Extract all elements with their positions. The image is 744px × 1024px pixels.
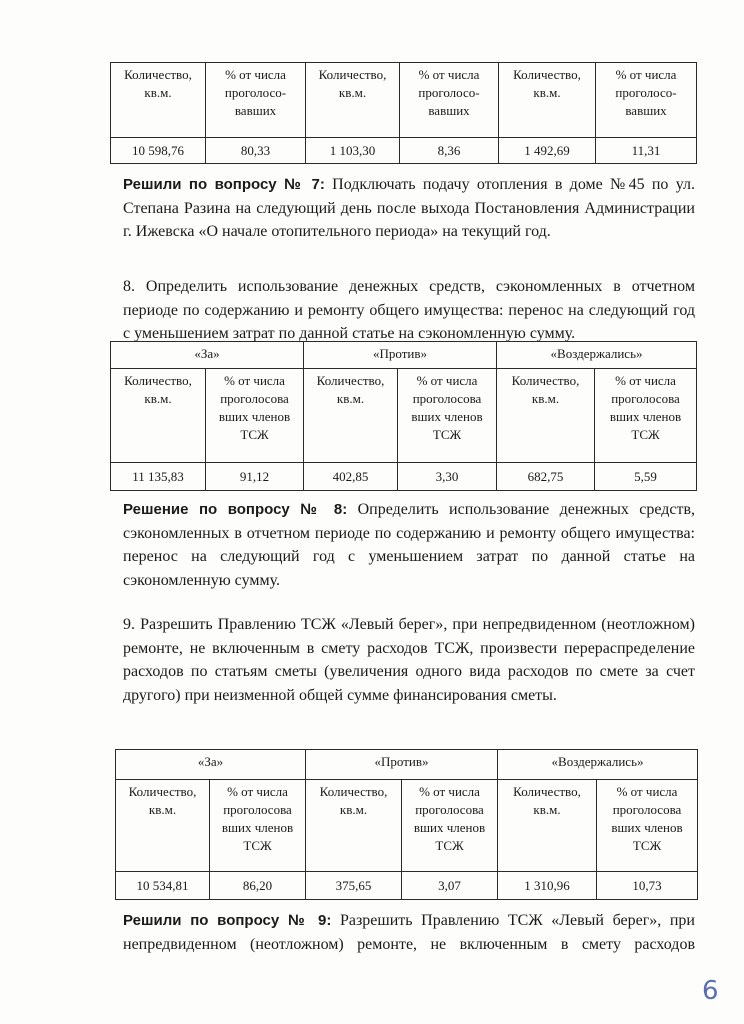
header-area-against: Количество, кв.м.: [306, 780, 402, 872]
value-percent-abstain: 11,31: [596, 138, 697, 164]
group-for: «За»: [116, 750, 306, 780]
header-area-for: Количество, кв.м.: [116, 780, 210, 872]
value-percent-for: 80,33: [206, 138, 306, 164]
value-area-against: 1 103,30: [306, 138, 400, 164]
item-8: [123, 275, 695, 346]
header-area-abstain: Количество, кв.м.: [498, 780, 597, 872]
header-percent-against: % от числа проголосо-вавших: [400, 63, 499, 138]
group-abstain: «Воздержались»: [498, 750, 698, 780]
value-percent-abstain: 10,73: [597, 872, 698, 900]
vote-table-8: [110, 341, 697, 491]
header-area-against: Количество, кв.м.: [306, 63, 400, 138]
decision-9: [123, 909, 695, 956]
vote-table-7: [110, 62, 697, 164]
value-percent-abstain: 5,59: [595, 463, 697, 491]
group-against: «Против»: [306, 750, 498, 780]
group-for: «За»: [111, 342, 304, 369]
header-percent-for: % от числа проголосова вших членов ТСЖ: [206, 369, 304, 463]
decision-8-heading: Решение по вопросу № 8:: [123, 501, 348, 518]
group-abstain: «Воздержались»: [497, 342, 697, 369]
decision-7-text: Подключать подачу отопления в доме №45 по ул. Степана Разина на следующий день после выхода Постановления Администрации г. Ижевска «О начале отопительного периода» на текущий год.: [123, 176, 695, 240]
header-percent-abstain: % от числа проголосова вших членов ТСЖ: [597, 780, 698, 872]
decision-7-heading: Решили по вопросу № 7:: [123, 176, 325, 193]
value-percent-against: 3,30: [398, 463, 497, 491]
value-area-abstain: 1 492,69: [499, 138, 596, 164]
page-number: 6: [702, 976, 719, 1006]
value-percent-against: 3,07: [402, 872, 498, 900]
decision-9-heading: Решили по вопросу № 9:: [123, 912, 332, 929]
header-percent-for: % от числа проголосо-вавших: [206, 63, 306, 138]
item-9: [123, 613, 695, 707]
header-percent-against: % от числа проголосова вших членов ТСЖ: [398, 369, 497, 463]
value-area-for: 11 135,83: [111, 463, 206, 491]
header-area-abstain: Количество, кв.м.: [499, 63, 596, 138]
value-area-for: 10 534,81: [116, 872, 210, 900]
item-8-text: 8. Определить использование денежных средств, сэкономленных в отчетном периоде по содержанию и ремонту общего имущества: перенос на следующий год с уменьшением затрат по данной статье на сэкономленную сумму.: [123, 278, 695, 342]
header-area-for: Количество, кв.м.: [111, 63, 206, 138]
header-area-for: Количество, кв.м.: [111, 369, 206, 463]
value-area-abstain: 1 310,96: [498, 872, 597, 900]
value-percent-for: 91,12: [206, 463, 304, 491]
value-area-against: 375,65: [306, 872, 402, 900]
header-area-abstain: Количество, кв.м.: [497, 369, 595, 463]
header-percent-against: % от числа проголосова вших членов ТСЖ: [402, 780, 498, 872]
value-area-for: 10 598,76: [111, 138, 206, 164]
decision-8: [123, 498, 695, 592]
header-percent-abstain: % от числа проголосова вших членов ТСЖ: [595, 369, 697, 463]
header-percent-for: % от числа проголосова вших членов ТСЖ: [210, 780, 306, 872]
item-9-text: 9. Разрешить Правлению ТСЖ «Левый берег», при непредвиденном (неотложном) ремонте, не включенным в смету расходов ТСЖ, произвести перераспределение расходов по статьям сметы (увеличения одного вида расходов по смете за счет другого) при неизменной общей сумме финансирования сметы.: [123, 616, 695, 704]
value-area-against: 402,85: [304, 463, 398, 491]
decision-8-text: Определить использование денежных средств, сэкономленных в отчетном периоде по содержанию и ремонту общего имущества: перенос на следующий год с уменьшением затрат по данной статье на сэкономленную сумму.: [123, 501, 695, 589]
value-percent-for: 86,20: [210, 872, 306, 900]
header-percent-abstain: % от числа проголосо-вавших: [596, 63, 697, 138]
decision-7: [123, 173, 695, 244]
vote-table-9: [115, 749, 698, 900]
value-area-abstain: 682,75: [497, 463, 595, 491]
value-percent-against: 8,36: [400, 138, 499, 164]
header-area-against: Количество, кв.м.: [304, 369, 398, 463]
decision-9-text: Разрешить Правлению ТСЖ «Левый берег», при непредвиденном (неотложном) ремонте, не включенным в смету расходов: [123, 912, 695, 953]
group-against: «Против»: [304, 342, 497, 369]
